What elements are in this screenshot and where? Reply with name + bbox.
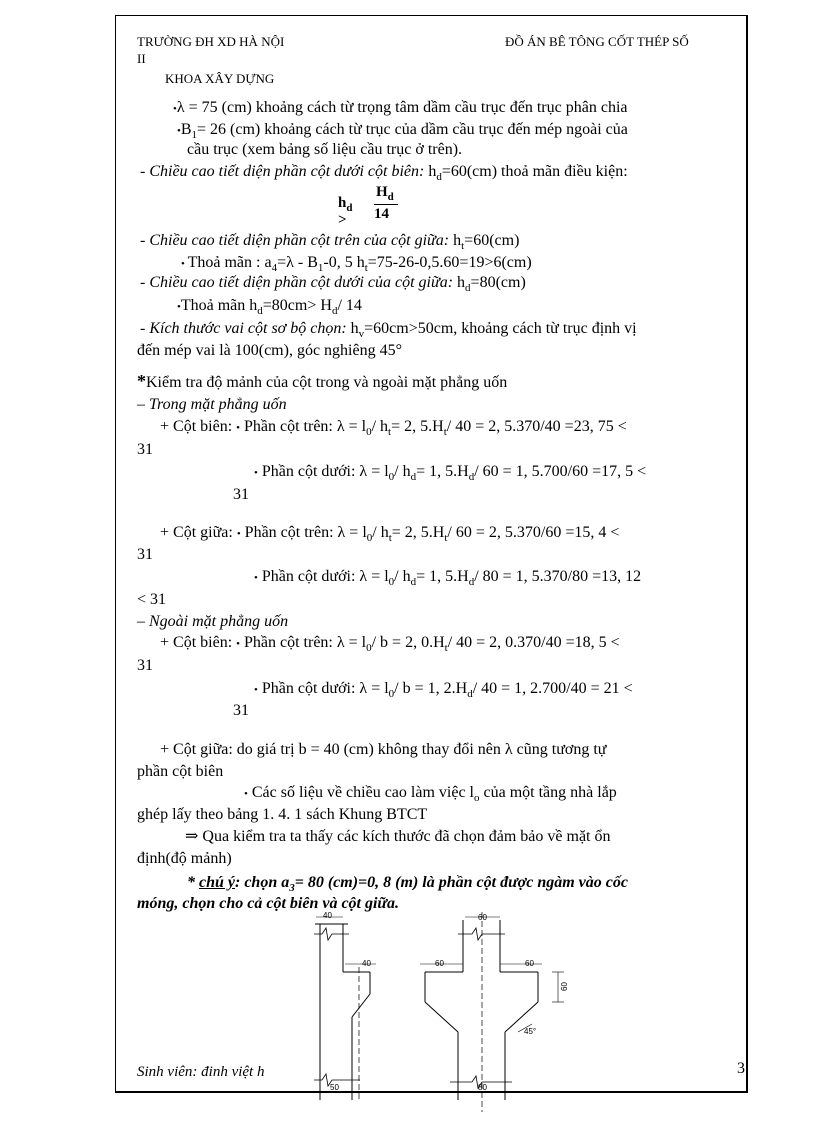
dim-center-right: 60 [525,959,534,968]
header-school: TRƯỜNG ĐH XD HÀ NỘI [137,34,285,49]
dim-center-top: 60 [478,913,487,922]
ngoai-mat-phang: – Ngoài mặt phẳng uốn [137,613,289,630]
dim-angle: 45° [524,1027,537,1036]
so-lieu-line: • Các số liệu về chiều cao làm việc $l_o$ của một tầng nhà lắp [244,784,617,805]
header-dept: KHOA XÂY DỰNG [165,71,275,86]
trong-mat-phang: – Trong mặt phẳng uốn [137,396,287,413]
b1-definition-cont: cầu trục (xem bảng số liệu cầu trục ở trên). [187,141,463,158]
thoa-man-2: •Thoả mãn $h_d=80cm> H_d/$ 14 [177,297,362,318]
cot-bien-duoi-1: • Phần cột dưới: $\lambda = l_0/$ $h_d= 1$, $5.H_d/$ 60 = 1, 5.700/60 =17, 5 < [254,463,647,484]
n31-e: 31 [137,657,153,674]
dim-vai-height: 60 [559,982,569,991]
dim-center-bottom: 80 [478,1083,487,1092]
n31-d: < 31 [137,591,167,608]
cot-giua-duoi-1: • Phần cột dưới: $\lambda = l_0/$ $h_d= 1$, $5.H_d/$ 80 = 1, 5.370/80 =13, 12 [254,568,642,589]
cot-bien-tren-1: + Cột biên: • Phần cột trên: $\lambda = l_0/$ $h_t= 2$, $5.H_t/$ 40 = 2, 5.370/40 =23, 75 < [160,418,627,439]
chu-y-line: * chú ý: chọn $a_3= 80$ (cm)=0, 8 (m) là phần cột được ngàm vào cốc [187,874,628,895]
header-project-cont: II [137,51,146,66]
ket-luan-line: ⇒ Qua kiểm tra ta thấy các kích thước đã chọn đảm bảo về mặt ổn [185,828,611,845]
thoa-man-1: • Thoả mãn : $a_4=\lambda - B_1-0$, 5 $h_t=75-26-0,5.60=19>6(cm)$ [181,254,532,275]
cot-giua-tren-1: + Cột giữa: • Phần cột trên: $\lambda = l_0/$ $h_t= 2$, $5.H_t/$ 60 = 2, 5.370/60 =15, 4 < [160,524,620,545]
footer-student: Sinh viên: đinh việt h [137,1064,265,1080]
n31-c: 31 [137,546,153,563]
column-drawing [300,912,600,1112]
vai-cot-cont: đến mép vai là 100(cm), góc nghiêng 45° [137,342,402,359]
cot-giua-2-cont: phần cột biên [137,763,224,780]
star-heading: *Kiểm tra độ mảnh của cột trong và ngoài mặt phẳng uốn [137,371,508,391]
dim-left-bottom: 50 [330,1083,339,1092]
cot-giua-2: + Cột giữa: do giá trị b = 40 (cm) không thay đổi nên λ cũng tương tự [160,741,607,758]
n31-b: 31 [233,486,249,503]
chu-y-cont: móng, chọn cho cả cột biên và cột giữa. [137,895,400,912]
cot-bien-tren-2: + Cột biên: • Phần cột trên: $\lambda = l_0/$ b = 2, $0.H_t/$ 40 = 2, 0.370/40 =18, 5 < [160,634,620,655]
so-lieu-cont: ghép lấy theo bảng 1. 4. 1 sách Khung BTCT [137,806,428,823]
lambda-definition: •λ = 75 (cm) khoảng cách từ trọng tâm dầm cầu trục đến trục phân chia [173,99,628,116]
vai-cot-line: - Kích thước vai cột sơ bộ chọn: $h_v=60cm>50cm$, khoảng cách từ trục định vị [140,320,637,341]
n31-a: 31 [137,441,153,458]
ht-giua-line: - Chiều cao tiết diện phần cột trên của cột giữa: $h_t=60(cm)$ [140,232,520,253]
n31-f: 31 [233,702,249,719]
page-number: 3 [737,1060,745,1077]
dim-center-left: 60 [435,959,444,968]
hd-bien-line: - Chiều cao tiết diện phần cột dưới cột biên: $h_d=60(cm)$ thoả mãn điều kiện: [140,163,628,184]
cot-bien-duoi-2: • Phần cột dưới: $\lambda = l_0/$ b = 1, $2.H_d/$ 40 = 1, 2.700/40 = 21 < [254,680,633,701]
header-project: ĐỒ ÁN BÊ TÔNG CỐT THÉP SỐ [505,34,689,49]
dim-left-top: 40 [323,911,332,920]
dim-left-shoulder: 40 [362,959,371,968]
b1-definition: $•B_1= 26$ (cm) khoảng cách từ trục của dầm cầu trục đến mép ngoài của [177,121,628,142]
ket-luan-cont: định(độ mảnh) [137,850,232,867]
hd-giua-line: - Chiều cao tiết diện phần cột dưới của cột giữa: $h_d=80(cm)$ [140,274,526,295]
